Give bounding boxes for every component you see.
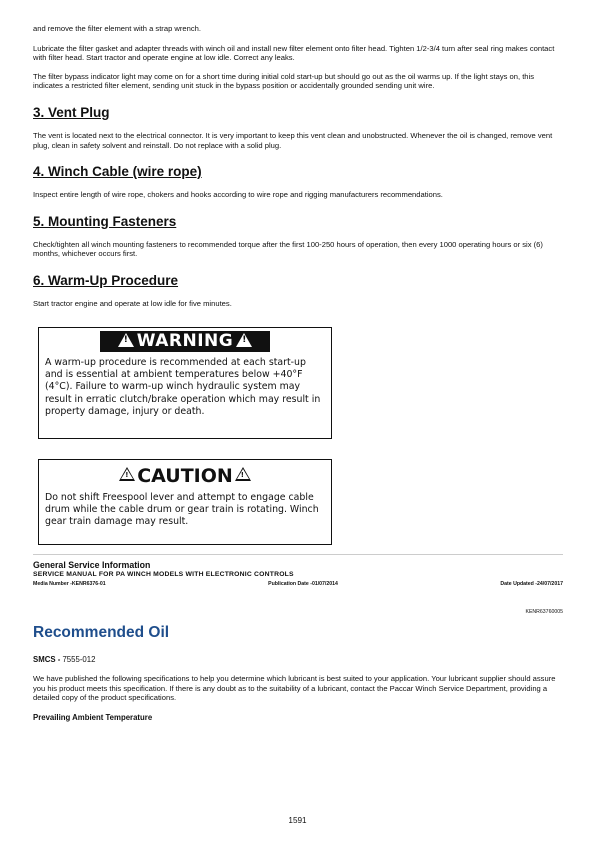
smcs-line <box>33 655 563 665</box>
publication-date: Publication Date -01/07/2014 <box>268 580 338 587</box>
paragraph-winch-cable: Inspect entire length of wire rope, chokers and hooks according to wire rope and rigging manufacturers recommendations. <box>33 190 443 200</box>
heading-vent-plug: 3. Vent Plug <box>33 104 110 120</box>
caution-box <box>38 459 332 545</box>
heading-winch-cable: 4. Winch Cable (wire rope) <box>33 164 202 180</box>
warning-triangle-icon: ! <box>118 333 134 347</box>
warning-text: A warm-up procedure is recommended at each start-up and is essential at ambient temperatures below +40°F (4°C). Failure to warm-up winch hydraulic system may result in erratic clutch/brake operation which may result in property damage, injury or death. <box>45 356 321 418</box>
warning-label: WARNING <box>136 330 234 351</box>
document-page <box>33 24 563 723</box>
caution-triangle-icon: ! <box>235 467 251 481</box>
paragraph-bypass-indicator: The filter bypass indicator light may come on for a short time during initial cold start-up but should go out as the oil warms up. If the light stays on, this indicates a restricted filter element, sending unit stuck in the bypass position or accidentally grounded sending unit wire. <box>33 71 535 91</box>
paragraph-mounting-fasteners: Check/tighten all winch mounting fasteners to recommended torque after the first 100-250 hours of operation, then every 1000 operating hours or six (6) months, whichever occurs first. <box>33 239 543 259</box>
smcs-value: 7555-012 <box>62 654 96 664</box>
caution-label: CAUTION <box>137 464 233 487</box>
warning-header <box>100 331 270 352</box>
paragraph-recommended-oil: We have published the following specifications to help you determine which lubricant is best suited to your application. Your lubricant supplier should assure you his product meets this specification. If there is any doubt as to the suitability of a lubricant, contact the Paccar Winch Service Department, providing a detailed copy of the product specifications. <box>33 674 556 703</box>
heading-recommended-oil: Recommended Oil <box>33 623 170 641</box>
caution-header <box>45 464 325 488</box>
warning-triangle-icon: ! <box>236 333 252 347</box>
footer-title: General Service Information <box>33 559 151 570</box>
caution-text: Do not shift Freespool lever and attempt to engage cable drum while the cable drum or gear train is rotating. Winch gear train damage may result. <box>45 491 319 528</box>
warning-box <box>38 327 332 439</box>
paragraph-filter-removal: and remove the filter element with a strap wrench. <box>33 24 201 33</box>
footer-subtitle: SERVICE MANUAL FOR PA WINCH MODELS WITH ELECTRONIC CONTROLS <box>33 570 294 578</box>
page-number: 1591 <box>288 816 307 825</box>
document-id: KENR63760005 <box>525 608 563 615</box>
footer-meta-row <box>33 580 563 588</box>
paragraph-warm-up: Start tractor engine and operate at low idle for five minutes. <box>33 298 232 308</box>
caution-triangle-icon: ! <box>119 467 135 481</box>
paragraph-vent-plug: The vent is located next to the electrical connector. It is very important to keep this vent clean and unobstructed. Whenever the oil is changed, remove vent plug, clean in safety solvent and reinstall. Do not replace with a solid plug. <box>33 130 553 150</box>
date-updated: Date Updated -24/07/2017 <box>500 580 563 587</box>
heading-mounting-fasteners: 5. Mounting Fasteners <box>33 213 177 229</box>
divider <box>33 554 563 555</box>
heading-warm-up: 6. Warm-Up Procedure <box>33 272 179 288</box>
smcs-label: SMCS - <box>33 654 63 664</box>
paragraph-filter-lubricate: Lubricate the filter gasket and adapter threads with winch oil and install new filter element onto filter head. Tighten 1/2-3/4 turn after seal ring makes contact with filter head. Start tractor and operate engine at low idle. Correct any leaks. <box>33 43 555 63</box>
subheading-ambient-temperature: Prevailing Ambient Temperature <box>33 712 153 722</box>
media-number: Media Number -KENR6376-01 <box>33 580 106 587</box>
